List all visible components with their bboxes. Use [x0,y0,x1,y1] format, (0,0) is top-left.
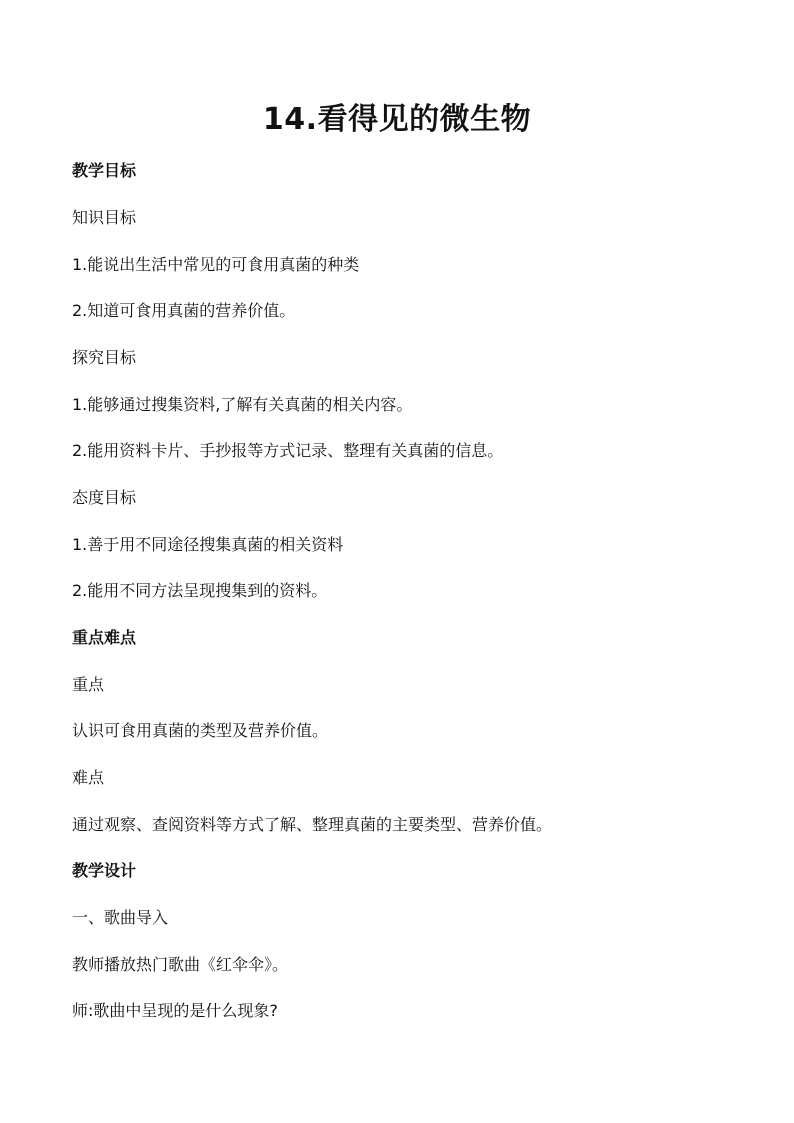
paragraph-line: 通过观察、查阅资料等方式了解、整理真菌的主要类型、营养价值。 [72,815,553,834]
paragraph-line: 师:歌曲中呈现的是什么现象? [72,1001,278,1020]
subheading-attitude-goals: 态度目标 [72,488,137,507]
document-title: 14.看得见的微生物 [262,102,532,137]
paragraph-line: 1.善于用不同途径搜集真菌的相关资料 [72,535,344,554]
paragraph-line: 认识可食用真菌的类型及营养价值。 [72,721,329,740]
subheading-difficulty: 难点 [72,768,105,787]
section-heading-key-points: 重点难点 [72,628,137,647]
paragraph-line: 2.知道可食用真菌的营养价值。 [72,301,296,320]
section-heading-teaching-goals: 教学目标 [72,161,137,180]
paragraph-line: 2.能用资料卡片、手抄报等方式记录、整理有关真菌的信息。 [72,441,504,460]
subheading-knowledge-goals: 知识目标 [72,208,137,227]
subheading-inquiry-goals: 探究目标 [72,348,137,367]
paragraph-line: 1.能说出生活中常见的可食用真菌的种类 [72,255,360,274]
subheading-song-intro: 一、歌曲导入 [72,908,169,927]
paragraph-line: 教师播放热门歌曲《红伞伞》。 [72,955,289,974]
paragraph-line: 2.能用不同方法呈现搜集到的资料。 [72,581,328,600]
paragraph-line: 1.能够通过搜集资料,了解有关真菌的相关内容。 [72,395,413,414]
subheading-key-point: 重点 [72,675,105,694]
section-heading-teaching-design: 教学设计 [72,861,137,880]
